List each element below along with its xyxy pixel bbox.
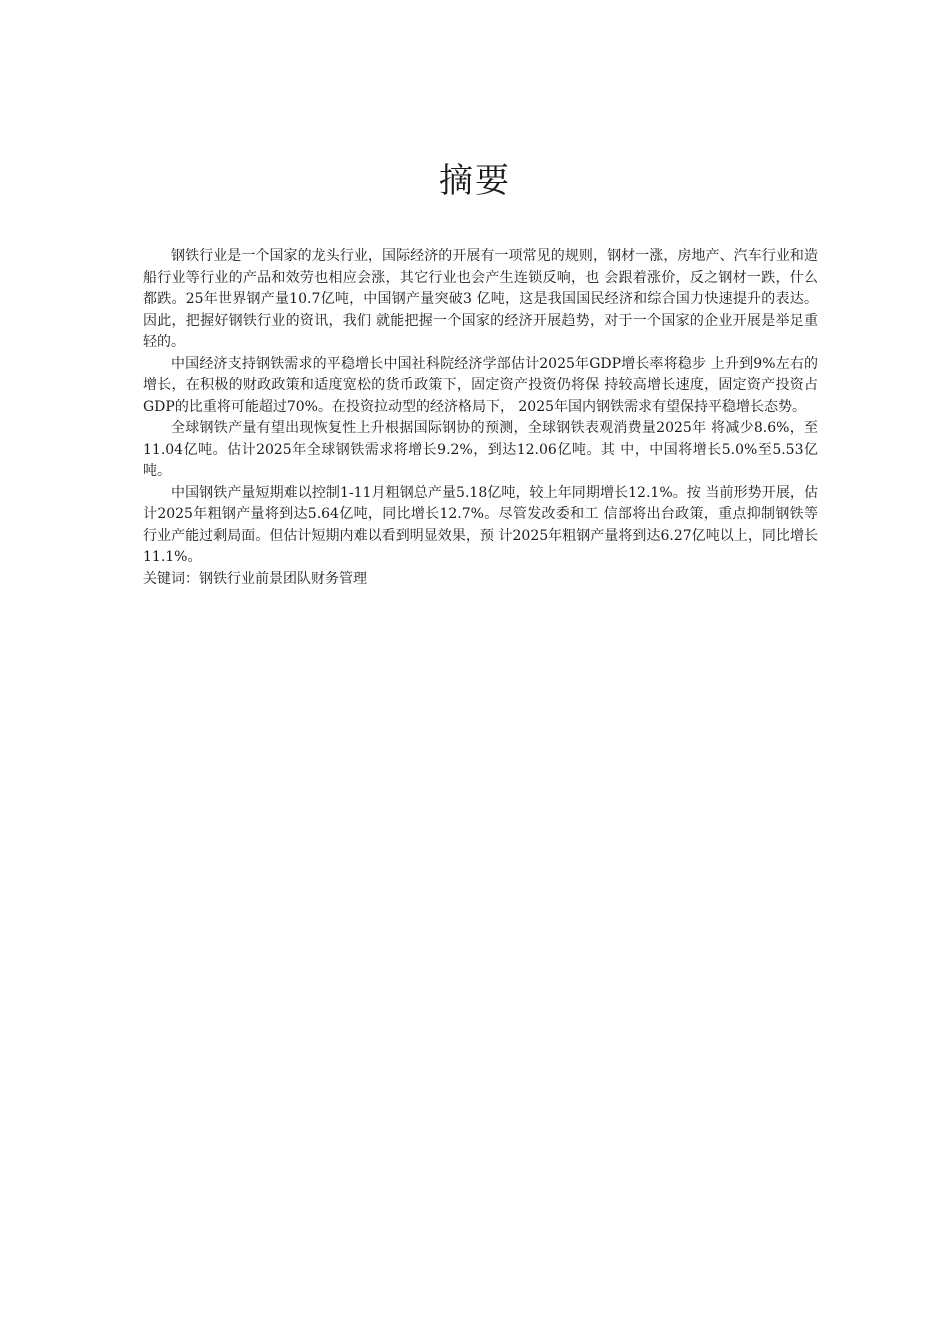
abstract-body <box>143 246 818 590</box>
paragraph-1: 钢铁行业是一个国家的龙头行业，国际经济的开展有一项常见的规则，钢材一涨，房地产、汽车行业和造船行业等行业的产品和效劳也相应会涨，其它行业也会产生连锁反响，也 会跟着涨价，反之钢材一跌，什么都跌。25年世界钢产量10.7亿吨，中国钢产量突破3 亿吨，这是我国国民经济和综合国力快速提升的表达。因此，把握好钢铁行业的资讯，我们 就能把握一个国家的经济开展趋势，对于一个国家的企业开展是举足重轻的。 <box>143 248 818 350</box>
page-title: 摘要 <box>439 161 511 201</box>
paragraph-4: 中国钢铁产量短期难以控制1-11月粗钢总产量5.18亿吨，较上年同期增长12.1%。按 当前形势开展，估计2025年粗钢产量将到达5.64亿吨，同比增长12.7%。尽管发改委和工 信部将出台政策，重点抑制钢铁等行业产能过剩局面。但估计短期内难以看到明显效果，预 计2025年粗钢产量将到达6.27亿吨以上，同比增长11.1%。 <box>143 484 818 565</box>
keywords-line: 关键词：钢铁行业前景团队财务管理 <box>143 570 367 587</box>
paragraph-3: 全球钢铁产量有望出现恢复性上升根据国际钢协的预测，全球钢铁表观消费量2025年 将减少8.6%，至11.04亿吨。估计2025年全球钢铁需求将增长9.2%，到达12.06亿吨。其 中，中国将增长5.0%至5.53亿吨。 <box>143 420 818 479</box>
paragraph-2: 中国经济支持钢铁需求的平稳增长中国社科院经济学部估计2025年GDP增长率将稳步 上升到9%左右的增长，在积极的财政政策和适度宽松的货币政策下，固定资产投资仍将保 持较高增长速度，固定资产投资占GDP的比重将可能超过70%。在投资拉动型的经济格局下， 2025年国内钢铁需求有望保持平稳增长态势。 <box>143 355 818 415</box>
